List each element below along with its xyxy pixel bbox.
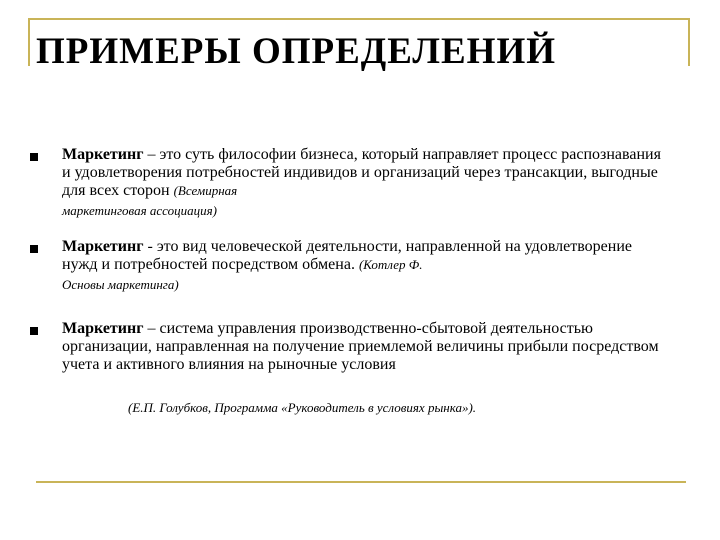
definition-item-2 — [62, 238, 662, 274]
definition-text: – это суть философии бизнеса, который направляет процесс распознавания и удовлетворения потребностей индивидов и организаций через трансакции, выгодные для всех сторон — [62, 146, 661, 199]
title-frame-left-border — [28, 18, 30, 66]
definition-text: - это вид человеческой деятельности, направленной на удовлетворение нужд и потребностей посредством обмена. — [62, 238, 633, 273]
title-frame-right-border — [688, 18, 690, 66]
definition-source: (Котлер Ф. — [358, 257, 423, 272]
definition-source: (Всемирная — [173, 183, 238, 198]
bottom-divider — [36, 481, 686, 483]
definition-item-3 — [62, 320, 662, 374]
definition-source-continued: Основы маркетинга) — [62, 277, 179, 292]
definition-text: – система управления производственно-сбытовой деятельностью организации, направленная на получение приемлемой величины прибыли посредством учета и активного влияния на рыночные условия — [62, 320, 659, 373]
page-title: ПРИМЕРЫ ОПРЕДЕЛЕНИЙ — [36, 31, 557, 72]
bullet-square-icon — [30, 153, 38, 161]
title-frame-top-border — [28, 18, 690, 20]
definition-source: (Е.П. Голубков, Программа «Руководитель в условиях рынка»). — [128, 400, 477, 415]
definition-item-1 — [62, 146, 662, 200]
definition-term: Маркетинг — [62, 320, 144, 337]
bullet-square-icon — [30, 327, 38, 335]
bullet-square-icon — [30, 245, 38, 253]
definition-term: Маркетинг — [62, 238, 144, 255]
definition-term: Маркетинг — [62, 146, 144, 163]
definition-source-continued: маркетинговая ассоциация) — [62, 203, 217, 218]
